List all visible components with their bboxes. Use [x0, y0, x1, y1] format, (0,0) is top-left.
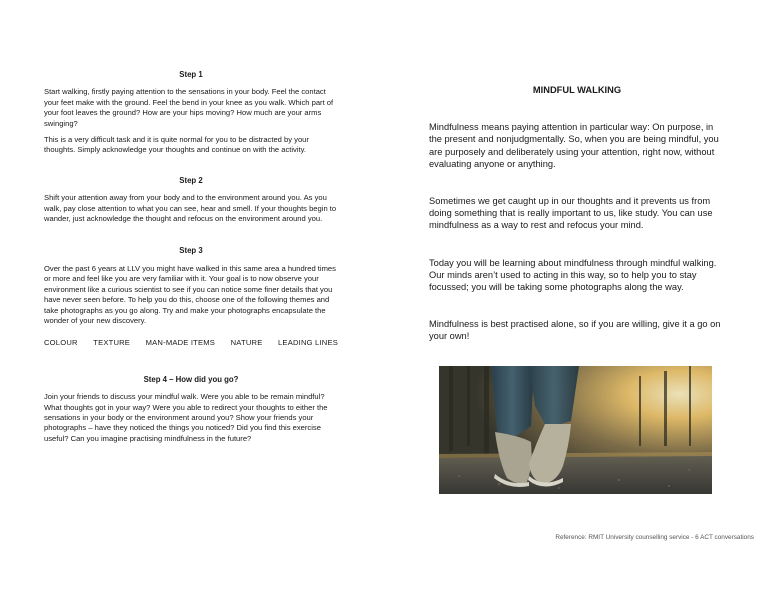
- theme-man-made-items: MAN-MADE ITEMS: [145, 338, 216, 348]
- step-4-paragraph-1: Join your friends to discuss your mindful walk. Were you able to be remain mindful? What thoughts got in your way? Were you able to redirect your thoughts to either the sensations in your body or the environment around you? Show your friends your photographs – have they noticed the things you noticed? Did you find this exercise useful? Can you imagine practising mindfulness in the future?: [44, 392, 328, 443]
- step-2: [44, 176, 338, 225]
- step-2-title: Step 2: [179, 175, 203, 185]
- theme-list: [44, 338, 338, 348]
- step-1-paragraph-2: This is a very difficult task and it is quite normal for you to be distracted by your thoughts. Simply acknowledge your thoughts and continue on with the activity.: [44, 135, 309, 155]
- step-1: [44, 70, 338, 156]
- step-4-title: Step 4 – How did you go?: [143, 374, 239, 384]
- step-4: [44, 375, 338, 444]
- walking-photo: [439, 366, 712, 494]
- step-3-title: Step 3: [179, 246, 203, 256]
- step-1-paragraph-1: Start walking, firstly paying attention to the sensations in your body. Feel the contact your feet make with the ground. Feel the bend in your knee as you walk. Which part of your foot leaves the ground? How are your hips moving? How much are your arms swinging?: [44, 87, 334, 128]
- intro-paragraph-4: Mindfulness is best practised alone, so if you are willing, give it a go on your own!: [429, 319, 721, 342]
- theme-leading-lines: LEADING LINES: [278, 338, 338, 348]
- intro-paragraph-2: Sometimes we get caught up in our thoughts and it prevents us from doing something that is really important to us, like study. You can use mindfulness as a way to rest and refocus your mind.: [429, 196, 713, 231]
- intro-column: [429, 84, 725, 368]
- theme-colour: COLOUR: [44, 338, 78, 348]
- step-3: [44, 246, 338, 348]
- step-1-title: Step 1: [179, 70, 203, 79]
- page-title: MINDFUL WALKING: [532, 85, 622, 95]
- step-3-paragraph-1: Over the past 6 years at LLV you might have walked in this same area a hundred times or more and feel like you are very familiar with it. Your goal is to now observe your environment like a curious scientist to see if you can notice some finer details that you have never seen before. To help you do this, choose one of the following themes and take photographs as you go along. Try and make your photographs encapsulate the wonder of your new discovery.: [44, 263, 336, 325]
- instructions-column: [44, 70, 338, 466]
- reference-note: Reference: RMIT University counselling service - 6 ACT conversations: [555, 534, 754, 541]
- theme-nature: NATURE: [230, 338, 263, 348]
- intro-paragraph-3: Today you will be learning about mindfulness through mindful walking. Our minds aren’t used to acting in this way, so to help you to stay focussed; you will be taking some photographs along the way.: [429, 257, 717, 293]
- theme-texture: TEXTURE: [93, 338, 131, 348]
- intro-paragraph-1: Mindfulness means paying attention in particular way: On purpose, in the present and nonjudgmentally. So, when you are being mindful, you are purposely and deliberately using your attention, right now, without evaluating anyone or anything.: [429, 122, 719, 169]
- step-2-paragraph-1: Shift your attention away from your body and to the environment around you. As you walk, pay close attention to what you can see, hear and smell. If your thoughts begin to wander, just acknowledge the thought and refocus on the environment around you.: [44, 193, 337, 224]
